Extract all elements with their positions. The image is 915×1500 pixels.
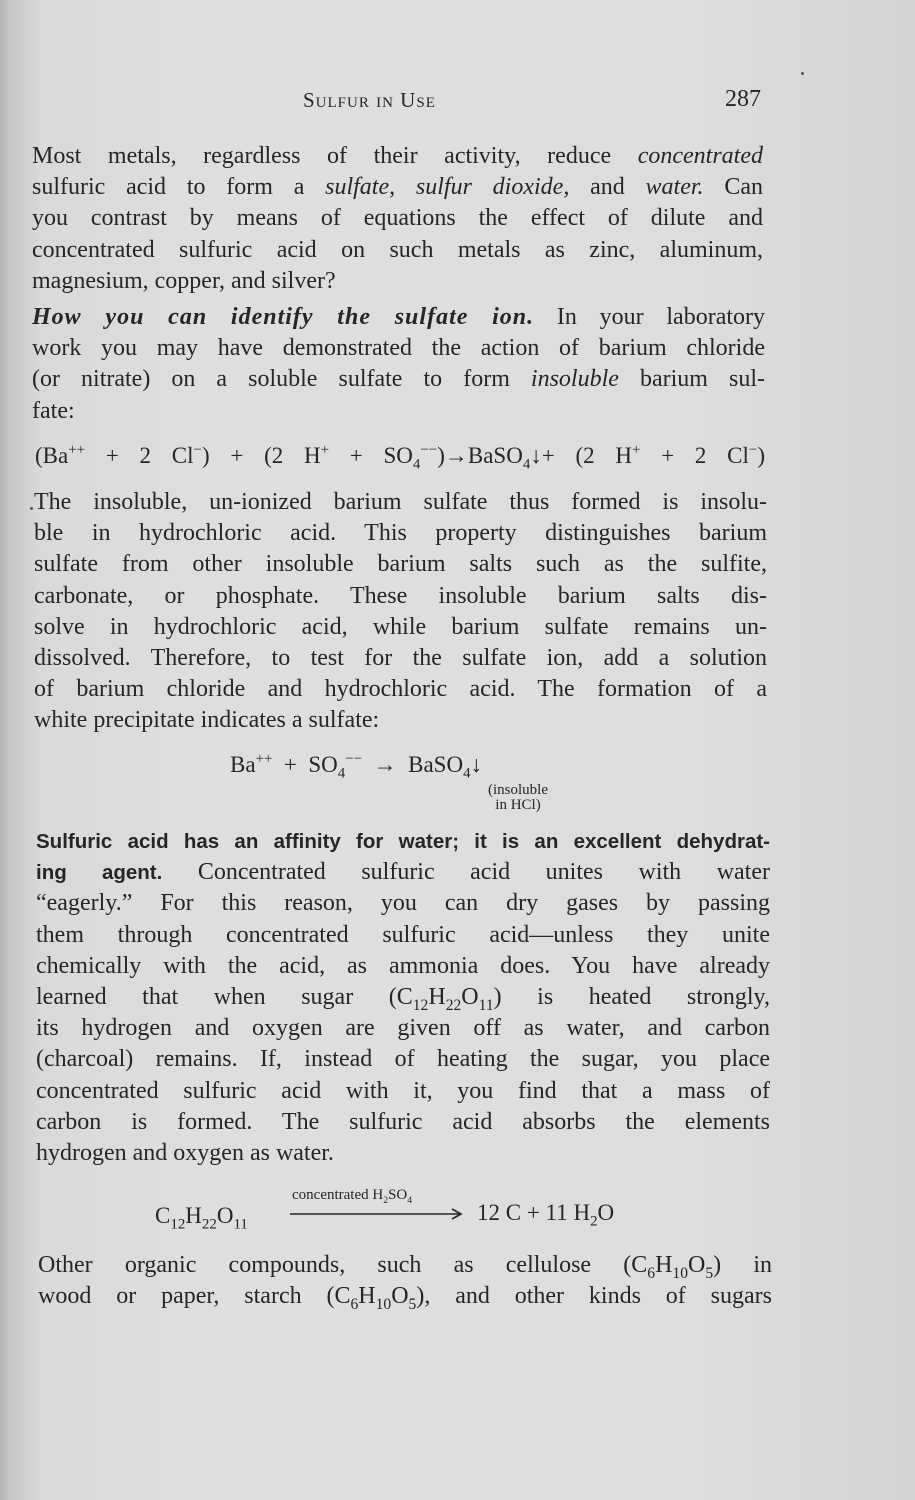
text-line: dissolved. Therefore, to test for the sulfate ion, add a solution <box>34 644 767 671</box>
formula-subscript: 10 <box>672 1264 688 1282</box>
text-line <box>36 826 770 857</box>
text-line: work you may have demonstrated the action of barium chloride <box>32 335 765 362</box>
eq-subscript: 22 <box>201 1216 217 1233</box>
eq-subscript: 4 <box>337 765 346 782</box>
text-line: ble in hydrochloric acid. This property distinguishes barium <box>34 520 767 547</box>
eq-charge: − <box>193 441 202 458</box>
paragraph-sulfate-ion <box>32 302 765 427</box>
paragraph-insoluble-sulfate <box>34 487 767 737</box>
text-line <box>32 172 763 203</box>
eq-term: + 2 Cl <box>85 443 194 468</box>
text-run: Concentrated sulfuric acid unites with water <box>162 859 770 886</box>
eq-subscript: 12 <box>170 1216 186 1233</box>
formula-subscript: 12 <box>412 996 429 1014</box>
equation-sugar-products <box>477 1200 615 1230</box>
eq-subscript: 11 <box>233 1216 248 1233</box>
text-line <box>32 141 763 172</box>
text-line <box>36 857 770 888</box>
text-run: H <box>358 1283 376 1310</box>
eq-term: ) + (2 H <box>201 443 321 468</box>
text-line <box>38 1281 772 1312</box>
eq-charge: ++ <box>68 441 86 458</box>
formula-subscript: 6 <box>350 1295 359 1313</box>
eq-charge: + <box>632 441 641 458</box>
eq-term: + SO <box>272 752 338 777</box>
formula-subscript: 5 <box>705 1264 714 1282</box>
text-run: Can <box>703 174 763 201</box>
text-line: magnesium, copper, and silver? <box>32 267 336 294</box>
running-head: Sulfur in Use <box>303 88 436 112</box>
text-run: ), and other kinds of sugars <box>416 1283 772 1310</box>
eq-term: SO <box>388 1187 408 1203</box>
bold-lead-heading: Sulfuric acid has an affinity for water; it is an excellent dehydrat- <box>36 830 770 853</box>
text-line: them through concentrated sulfuric acid—unless they unite <box>36 921 770 948</box>
text-run: (or nitrate) on a soluble sulfate to form <box>32 366 531 393</box>
italic-term: concentrated <box>637 143 763 169</box>
text-line: you contrast by means of equations the effect of dilute and <box>32 205 763 232</box>
eq-term: 12 C + 11 H <box>477 1200 591 1225</box>
section-lead-heading: How you can identify the sulfate ion. <box>32 304 535 330</box>
note-line: in HCl) <box>495 797 541 813</box>
note-line: (insoluble <box>488 782 548 798</box>
text-run: learned that when sugar (C <box>36 983 413 1010</box>
eq-charge: −− <box>420 441 438 458</box>
eq-term: (Ba <box>35 443 69 468</box>
text-run: H <box>655 1252 673 1278</box>
eq-term: → BaSO <box>362 752 464 777</box>
equation-barium-sulfate <box>230 750 483 782</box>
text-line: white precipitate indicates a sulfate: <box>34 707 380 734</box>
eq-term: O <box>597 1200 615 1225</box>
text-line: its hydrogen and oxygen are given off as water, and carbon <box>36 1015 770 1042</box>
text-run: and <box>569 174 646 201</box>
paragraph-organic-compounds <box>38 1250 772 1312</box>
eq-term: ) <box>757 443 766 468</box>
italic-term: water. <box>645 174 704 201</box>
italic-term: sulfate, sulfur dioxide, <box>325 174 570 201</box>
text-line: concentrated sulfuric acid with it, you find that a mass of <box>36 1077 770 1104</box>
eq-term: C <box>155 1203 171 1228</box>
eq-subscript: 2 <box>383 1195 389 1206</box>
text-run: Other organic compounds, such as cellulose (C <box>38 1252 648 1278</box>
text-line: solve in hydrochloric acid, while barium sulfate remains un- <box>34 613 767 640</box>
text-line <box>32 364 765 395</box>
formula-subscript: 6 <box>647 1264 656 1282</box>
text-line <box>36 982 770 1013</box>
eq-charge: − <box>748 441 758 458</box>
text-run: ) is heated strongly, <box>493 983 771 1010</box>
text-run: O <box>688 1252 706 1278</box>
precipitate-arrow: ↓ <box>470 752 483 777</box>
eq-term: H <box>185 1203 202 1228</box>
page-number: 287 <box>725 86 761 112</box>
eq-charge: + <box>320 441 330 458</box>
text-run: In your laboratory <box>534 304 766 330</box>
text-line: concentrated sulfuric acid on such metals as zinc, aluminum, <box>32 236 763 263</box>
eq-subscript: 4 <box>463 765 471 782</box>
reaction-arrow-icon <box>290 1188 466 1228</box>
eq-term: ↓+ (2 H <box>530 443 633 468</box>
eq-term: concentrated H <box>292 1187 384 1203</box>
eq-subscript: 4 <box>412 456 421 473</box>
page-header <box>0 86 915 116</box>
text-run: barium sul- <box>618 366 765 393</box>
paragraph-dehydrating-agent <box>36 826 770 1169</box>
eq-term: )→BaSO <box>437 443 523 468</box>
text-run: O <box>461 983 479 1010</box>
text-line <box>38 1250 772 1281</box>
text-line: carbon is formed. The sulfuric acid absorbs the elements <box>36 1108 770 1135</box>
text-run: ) in <box>713 1252 772 1278</box>
text-line: sulfate from other insoluble barium salts such as the sulfite, <box>34 551 767 578</box>
text-run: Most metals, regardless of their activity, reduce <box>32 143 638 169</box>
eq-subscript: 4 <box>407 1195 413 1206</box>
eq-charge: ++ <box>255 750 273 767</box>
text-line: of barium chloride and hydrochloric acid. The formation of a <box>34 676 767 703</box>
equation-note <box>478 783 558 813</box>
text-line: fate: <box>32 397 75 424</box>
text-line: The insoluble, un-ionized barium sulfate thus formed is insolu- <box>34 489 767 515</box>
formula-subscript: 11 <box>478 996 494 1014</box>
paper-speck <box>30 507 33 510</box>
equation-sugar-reactant <box>155 1203 248 1233</box>
paper-speck <box>801 72 804 75</box>
eq-charge: −− <box>345 750 363 767</box>
text-line: “eagerly.” For this reason, you can dry gases by passing <box>36 890 770 917</box>
eq-term: O <box>216 1203 234 1228</box>
formula-subscript: 22 <box>445 996 462 1014</box>
text-line: hydrogen and oxygen as water. <box>36 1139 334 1166</box>
equation-barium-chloride <box>35 441 766 473</box>
italic-term: insoluble <box>530 366 619 393</box>
eq-subscript: 4 <box>522 456 531 473</box>
text-run: wood or paper, starch (C <box>38 1283 351 1310</box>
formula-subscript: 5 <box>408 1295 417 1313</box>
eq-subscript: 2 <box>590 1213 598 1230</box>
eq-term: + SO <box>329 443 413 468</box>
text-run: O <box>391 1283 409 1310</box>
formula-subscript: 10 <box>375 1295 392 1313</box>
bold-lead-heading: ing agent. <box>36 861 163 885</box>
text-line: carbonate, or phosphate. These insoluble barium salts dis- <box>34 582 767 609</box>
text-run: H <box>428 983 446 1010</box>
eq-term: + 2 Cl <box>640 443 749 468</box>
text-line: (charcoal) remains. If, instead of heating the sugar, you place <box>36 1046 770 1073</box>
text-run: sulfuric acid to form a <box>32 174 326 201</box>
text-line: chemically with the acid, as ammonia does. You have already <box>36 952 770 979</box>
paragraph-metals <box>32 141 763 297</box>
text-line <box>32 302 765 333</box>
eq-term: Ba <box>230 752 256 777</box>
